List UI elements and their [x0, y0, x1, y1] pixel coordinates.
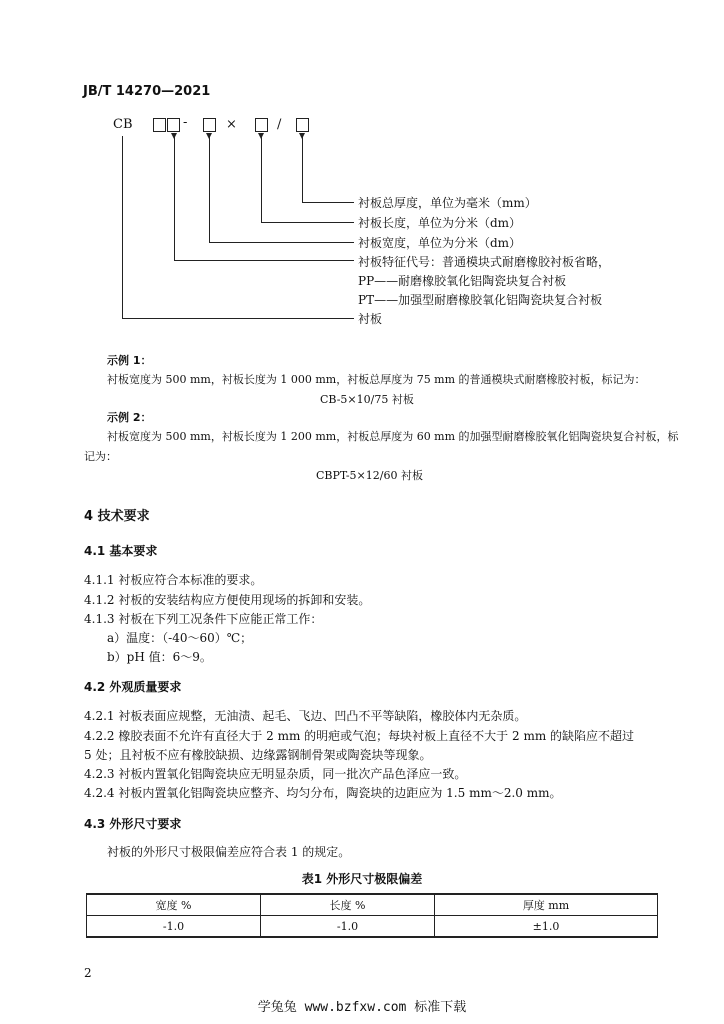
example-text: 记为： — [84, 450, 117, 463]
code-times: × — [226, 117, 237, 132]
table-header-cell: 宽度 % — [87, 894, 261, 916]
table-cell: -1.0 — [261, 916, 435, 938]
code-box-4 — [255, 118, 268, 132]
example-title: 示例 1： — [107, 354, 152, 367]
code-dash: - — [183, 115, 188, 130]
connector-line — [261, 136, 262, 222]
example-code: CBPT-5×12/60 衬板 — [316, 469, 423, 482]
code-box-2 — [167, 118, 180, 132]
code-prefix: CB — [113, 117, 133, 132]
example-text: 衬板宽度为 500 mm，衬板长度为 1 000 mm，衬板总厚度为 75 mm 的普通模块式耐磨橡胶衬板，标记为： — [107, 373, 646, 386]
connector-line — [302, 136, 303, 202]
table-caption: 表1 外形尺寸极限偏差 — [301, 872, 423, 886]
clause-text: 衬板的外形尺寸极限偏差应符合表 1 的规定。 — [107, 845, 351, 859]
table-row — [87, 916, 658, 938]
subsection-heading: 4.1 基本要求 — [84, 544, 158, 558]
diagram-label: 衬板总厚度，单位为毫米（mm） — [358, 196, 537, 210]
code-box-3 — [203, 118, 216, 132]
connector-line — [261, 222, 354, 223]
diagram-label: 衬板长度，单位为分米（dm） — [358, 216, 522, 230]
arrow-icon — [299, 133, 305, 139]
connector-line — [302, 202, 354, 203]
table-header-cell: 长度 % — [261, 894, 435, 916]
section-heading: 4 技术要求 — [84, 509, 150, 524]
diagram-label: PT——加强型耐磨橡胶氧化铝陶瓷块复合衬板 — [358, 293, 603, 307]
list-item: b）pH 值：6～9。 — [107, 650, 212, 664]
code-box-5 — [296, 118, 309, 132]
arrow-icon — [171, 133, 177, 139]
connector-line — [174, 136, 175, 260]
table-cell: ±1.0 — [435, 916, 658, 938]
connector-line — [209, 136, 210, 242]
table-cell: -1.0 — [87, 916, 261, 938]
connector-line — [174, 260, 354, 261]
diagram-label: 衬板 — [358, 312, 383, 326]
clause-text: 4.1.3 衬板在下列工况条件下应能正常工作： — [84, 612, 323, 626]
diagram-label: 衬板宽度，单位为分米（dm） — [358, 236, 522, 250]
diagram-label: PP——耐磨橡胶氧化铝陶瓷块复合衬板 — [358, 274, 567, 288]
arrow-icon — [206, 133, 212, 139]
clause-text: 4.2.2 橡胶表面不允许有直径大于 2 mm 的明疤或气泡；每块衬板上直径不大于 2 mm 的缺陷应不超过 — [84, 729, 635, 743]
watermark-link[interactable]: 学兔兔 www.bzfxw.com 标准下载 — [257, 1000, 467, 1015]
example-text: 衬板宽度为 500 mm，衬板长度为 1 200 mm，衬板总厚度为 60 mm 的加强型耐磨橡胶氧化铝陶瓷块复合衬板，标 — [107, 430, 679, 443]
clause-text: 4.1.2 衬板的安装结构应方便使用现场的拆卸和安装。 — [84, 593, 371, 607]
table-header-row — [87, 894, 658, 916]
connector-line — [209, 242, 354, 243]
example-code: CB-5×10/75 衬板 — [320, 393, 414, 406]
arrow-icon — [258, 133, 264, 139]
code-box-1 — [153, 118, 166, 132]
clause-text: 5 处；且衬板不应有橡胶缺损、边缘露钢制骨架或陶瓷块等现象。 — [84, 748, 432, 762]
connector-line — [122, 136, 123, 318]
diagram-label: 衬板特征代号：普通模块式耐磨橡胶衬板省略， — [358, 255, 611, 269]
clause-text: 4.2.4 衬板内置氧化铝陶瓷块应整齐、均匀分布，陶瓷块的边距应为 1.5 mm～2.0 mm。 — [84, 786, 562, 800]
page-number: 2 — [84, 966, 92, 980]
code-slash: / — [277, 117, 282, 132]
example-title: 示例 2： — [107, 411, 152, 424]
list-item: a）温度：（-40～60）℃； — [107, 631, 253, 645]
standard-number: JB/T 14270—2021 — [83, 84, 211, 99]
table-header-cell: 厚度 mm — [435, 894, 658, 916]
clause-text: 4.1.1 衬板应符合本标准的要求。 — [84, 573, 263, 587]
connector-line — [122, 318, 354, 319]
subsection-heading: 4.2 外观质量要求 — [84, 680, 182, 694]
clause-text: 4.2.1 衬板表面应规整，无油渍、起毛、飞边、凹凸不平等缺陷，橡胶体内无杂质。 — [84, 709, 527, 723]
clause-text: 4.2.3 衬板内置氧化铝陶瓷块应无明显杂质，同一批次产品色泽应一致。 — [84, 767, 467, 781]
dimension-tolerance-table — [86, 893, 658, 938]
subsection-heading: 4.3 外形尺寸要求 — [84, 817, 182, 831]
